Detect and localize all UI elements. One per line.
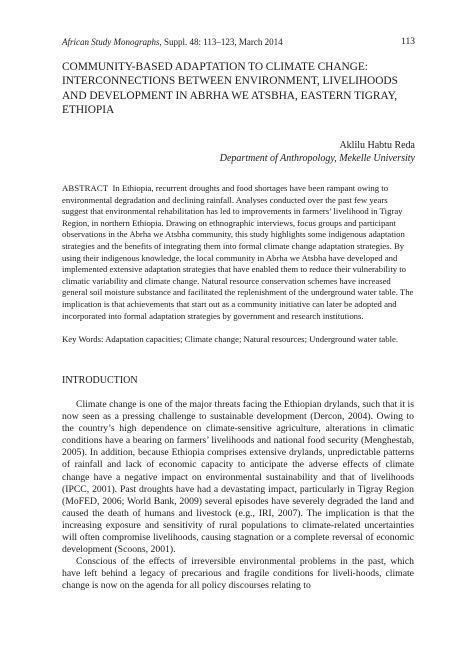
article-title: COMMUNITY-BASED ADAPTATION TO CLIMATE CHANGE: INTERCONNECTIONS BETWEEN ENVIRONMENT, LIVELIHOODS AND DEVELOPMENT IN ABRHA WE ATSBHA, EASTERN TIGRAY, ETHIOPIA [62,61,398,116]
abstract [62,183,414,322]
body-paragraph: Climate change is one of the major threats facing the Ethiopian drylands, such that it is now seen as a pressing challenge to sustainable development (Dercon, 2004). Owing to the country’s high dependence on climate-sensitive agriculture, alterations in climatic conditions have a bearing on farmers’ livelihoods and national food security (Menghestab, 2005). In addition, because Ethiopia comprises extensive drylands, unpredictable patterns of rainfall and lack of economic capacity to anticipate the adverse effects of climate change have a negative impact on environmental sustainability and that of livelihoods (IPCC, 2001). Past droughts have had a devastating impact, particularly in Tigray Region (MoFED, 2006; World Bank, 2009) several episodes have severely degraded the land and caused the death of humans and livestock (e.g., IRI, 2007). The implication is that the increasing exposure and sensitivity of rural populations to climate-related uncertainties will often compromise livelihoods, causing stagnation or a complete reversal of economic development (Scoons, 2001). [62,399,414,556]
keywords-label: Key Words: [62,334,104,344]
body-paragraph: Conscious of the effects of irreversible environmental problems in the past, which have left behind a legacy of precarious and fragile conditions for liveli-hoods, climate change is now on the agenda for all policy discourses relating to [62,556,414,592]
page-number: 113 [401,37,415,47]
abstract-label: ABSTRACT [62,183,109,193]
introduction-body [62,399,414,593]
author-name: Aklilu Habtu Reda [339,140,415,151]
journal-name: African Study Monographs [62,37,160,47]
running-head [62,37,414,48]
citation: , Suppl. 48: 113–123, March 2014 [159,37,283,47]
section-heading-introduction: INTRODUCTION [62,375,138,386]
keywords [62,334,414,346]
abstract-text: In Ethiopia, recurrent droughts and food shortages have been rampant owing to environmental degradation and declining rainfall. Analyses conducted over the past few years suggest that environmental rehabilitation has led to improvements in farmers’ livelihood in Tigray Region, in northern Ethiopia. Drawing on ethnographic interviews, focus groups and participant observations in the Abrha we Atsbha community, this study highlights some indigenous adaptation strategies and the benefits of integrating them into formal climate change adaptation strategies. By using their indigenous knowledge, the local community in Abrha we Atsbha have developed and implemented extensive adaptation strategies that have enabled them to reduce their vulnerability to climatic variability and climate change. Natural resource conservation schemes have increased general soil moisture substance and facilitated the replenishment of the underground water table. The implication is that achievements that start out as a community initiative can later be adopted and incorporated into formal adaptation strategies by government and research institutions. [62,183,414,321]
author-affiliation: Department of Anthropology, Mekelle University [219,153,415,164]
keywords-text: Adaptation capacities; Climate change; Natural resources; Underground water table. [105,334,399,344]
